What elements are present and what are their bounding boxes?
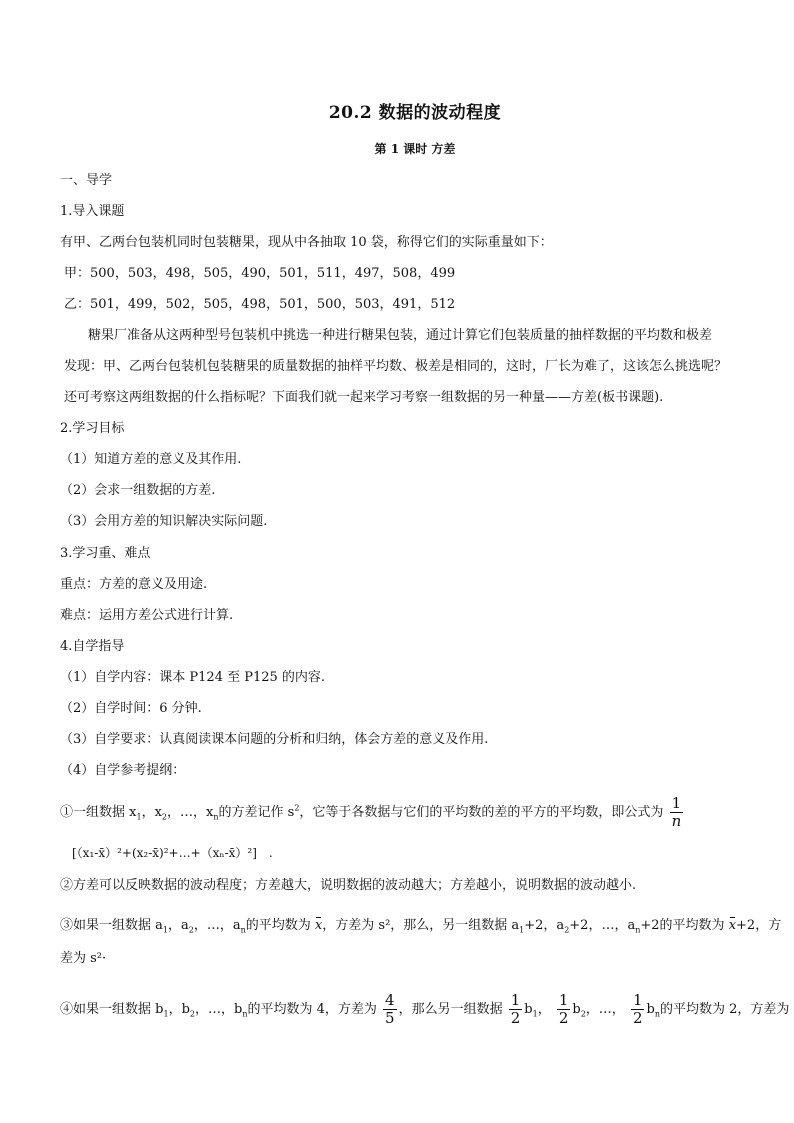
goal-item: （1）知道方差的意义及其作用. — [60, 452, 242, 467]
difficult-point: 难点：运用方差公式进行计算. — [60, 608, 234, 623]
selfstudy-heading: 4.自学指导 — [60, 639, 125, 654]
outline-item-2: ②方差可以反映数据的波动程度；方差越大，说明数据的波动越大；方差越小，说明数据的波动越小. — [60, 878, 637, 893]
fraction-4-5: $\frac{4}{5}$ — [385, 991, 395, 1027]
intro-para-1: 糖果厂准备从这两种型号包装机中挑选一种进行糖果包装，通过计算它们包装质量的抽样数据的平均数和极差 — [88, 328, 713, 343]
mean-symbol: x — [314, 918, 323, 933]
outline-item-4: ④如果一组数据 $b_1$，$b_2$，…，$b_n$的平均数为 4，方差为 $\frac{4}{5}$ ，那么另一组数据 $\frac{1}{2}$ $b_1$， $\frac{1}{2}$ $b_2$，…， $\frac{1}{2}$ $b_n$的平均数为 2，方差为 — [60, 991, 790, 1027]
data-jia: 甲：500，503，498，505，490，501，511，497，508，499 — [64, 266, 456, 281]
selfstudy-content: （1）自学内容：课本 P124 至 P125 的内容. — [60, 670, 326, 685]
data-yi: 乙：501，499，502，505，498，501，500，503，491，512 — [64, 297, 456, 312]
selfstudy-requirement: （3）自学要求：认真阅读课本问题的分析和归纳，体会方差的意义及作用. — [60, 732, 489, 747]
intro-para-3: 还可考察这两组数据的什么指标呢？下面我们就一起来学习考察一组数据的另一种量——方差(板书课题). — [64, 390, 664, 405]
goal-item: （3）会用方差的知识解决实际问题. — [60, 514, 268, 529]
goals-heading: 2.学习目标 — [60, 421, 125, 436]
goal-item: （2）会求一组数据的方差. — [60, 483, 216, 498]
intro-text: 有甲、乙两台包装机同时包装糖果，现从中各抽取 10 袋，称得它们的实际重量如下： — [60, 235, 553, 250]
lesson-subtitle: 第 1 课时 方差 — [374, 142, 456, 156]
fraction-1-over-n: $\frac{1}{n}$ — [671, 794, 682, 830]
variance-formula: [（x₁-x̄）²+(x₂-x̄)²+…+（xₙ-x̄）²] . — [72, 846, 273, 860]
key-point: 重点：方差的意义及用途. — [60, 577, 208, 592]
keypoints-heading: 3.学习重、难点 — [60, 546, 151, 561]
section-heading: 一、导学 — [60, 173, 113, 188]
intro-para-2: 发现：甲、乙两台包装机包装糖果的质量数据的抽样平均数、极差是相同的，这时，厂长为难了，这该怎么挑选呢？ — [64, 359, 728, 374]
intro-heading: 1.导入课题 — [60, 204, 125, 219]
fraction-half: $\frac{1}{2}$ — [510, 991, 521, 1027]
selfstudy-outline: （4）自学参考提纲： — [60, 763, 186, 778]
outline-item-3: ③如果一组数据 $a_1$，$a_2$，…，$a_n$的平均数为 x，方差为 s²，那么，另一组数据 $a_1+2$，$a_2+2$，…，$a_n+2$的平均数为 x+2，方 — [60, 918, 782, 935]
fraction-half: $\frac{1}{2}$ — [632, 991, 643, 1027]
selfstudy-time: （2）自学时间：6 分钟. — [60, 701, 202, 716]
mean-symbol: x — [728, 918, 737, 933]
page-title: 20.2 数据的波动程度 — [328, 103, 502, 123]
fraction-half: $\frac{1}{2}$ — [558, 991, 569, 1027]
outline-item-1: ①一组数据 $x_1$，$x_2$，…，$x_n$的方差记作 $s^2$，它等于各数据与它们的平均数的差的平方的平均数，即公式为 $\frac{1}{n}$ — [60, 794, 682, 830]
outline-item-3-cont: 差为 s²· — [60, 951, 107, 966]
